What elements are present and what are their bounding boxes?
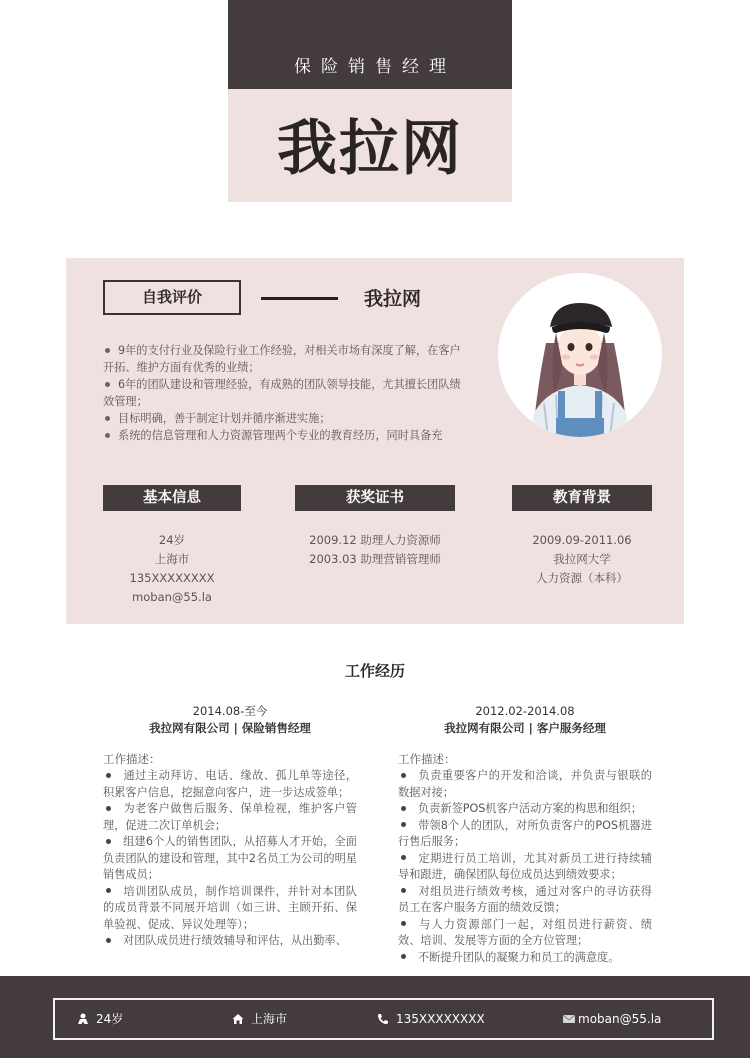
header-title-block	[228, 0, 512, 89]
email: moban@55.la	[132, 590, 212, 604]
bullet-icon	[401, 921, 406, 926]
list-item: 对组员进行绩效考核，通过对客户的寻访获得员工在客户服务方面的绩效反馈；	[398, 884, 652, 914]
bullet-icon	[401, 954, 406, 959]
job-period: 2012.02-2014.08	[475, 704, 575, 718]
self-evaluation-list	[103, 342, 463, 444]
bullet-icon	[106, 938, 111, 943]
job-title: 保险销售经理	[294, 57, 456, 77]
footer-phone: 135XXXXXXXX	[377, 1000, 485, 1038]
bullet-icon	[105, 382, 110, 387]
list-item: 目标明确，善于制定计划并循序渐进实施；	[103, 410, 463, 427]
education-period: 2009.09-2011.06	[532, 533, 632, 547]
job-desc-list	[103, 768, 357, 950]
list-item: 定期进行员工培训，尤其对新员工进行持续辅导和跟进，确保团队每位成员达到绩效要求；	[398, 851, 652, 881]
divider-line	[261, 297, 338, 300]
bullet-icon	[401, 806, 406, 811]
mail-icon	[563, 1013, 575, 1025]
list-item: 负责新签POS机客户活动方案的构思和组织；	[398, 801, 652, 818]
profile-name: 我拉网	[364, 288, 422, 310]
education-school: 我拉网大学	[553, 552, 611, 566]
education-body	[512, 531, 652, 588]
profile-panel	[66, 258, 684, 624]
list-item: 与人力资源部门一起，对组员进行薪资、绩效、培训、发展等方面的全方位管理；	[398, 917, 652, 947]
phone: 135XXXXXXXX	[129, 571, 215, 585]
home-icon	[232, 1013, 244, 1025]
person-icon	[77, 1013, 89, 1025]
work-experience-title: 工作经历	[344, 662, 405, 680]
footer-age: 24岁	[77, 1000, 123, 1038]
basic-info-body	[103, 531, 241, 607]
awards-header: 获奖证书	[295, 485, 455, 511]
bullet-icon	[401, 822, 406, 827]
bullet-icon	[106, 806, 111, 811]
bullet-icon	[401, 855, 406, 860]
list-item: 系统的信息管理和人力资源管理两个专业的教育经历，同时具备充	[103, 427, 463, 444]
list-item: 不断提升团队的凝聚力和员工的满意度。	[398, 950, 652, 967]
bullet-icon	[401, 773, 406, 778]
job-desc-list	[398, 768, 652, 966]
award-item: 2009.12 助理人力资源师	[309, 533, 441, 547]
footer-city: 上海市	[232, 1000, 287, 1038]
job-entry	[103, 703, 357, 950]
education-header: 教育背景	[512, 485, 652, 511]
list-item: 带领8个人的团队，对所负责客户的POS机器进行售后服务；	[398, 818, 652, 848]
list-item: 负责重要客户的开发和洽谈，并负责与银联的数据对接；	[398, 769, 652, 799]
job-company: 我拉网有限公司 | 客户服务经理	[444, 721, 606, 735]
age: 24岁	[158, 533, 186, 547]
list-item: 组建6个人的销售团队，从招募人才开始，全面负责团队的建设和管理，其中2名员工为公司的明星销售成员；	[103, 835, 357, 881]
list-item: 对团队成员进行绩效辅导和评估，从出勤率、	[103, 933, 357, 950]
list-item: 为老客户做售后服务、保单检视，维护客户管理，促进二次订单机会；	[103, 802, 357, 832]
bullet-icon	[106, 839, 111, 844]
avatar	[498, 273, 662, 437]
self-evaluation-label: 自我评价	[103, 280, 241, 315]
footer	[0, 976, 750, 1058]
bullet-icon	[105, 348, 110, 353]
bullet-icon	[106, 773, 111, 778]
phone-icon	[377, 1013, 389, 1025]
header-name-block	[228, 89, 512, 202]
cartoon-girl-avatar-icon	[498, 273, 662, 437]
candidate-name: 我拉网	[277, 114, 463, 184]
bullet-icon	[105, 433, 110, 438]
job-desc-label: 工作描述：	[398, 752, 456, 766]
bullet-icon	[106, 888, 111, 893]
basic-info-header: 基本信息	[103, 485, 241, 511]
job-desc-label: 工作描述：	[103, 752, 161, 766]
footer-email: moban@55.la	[563, 1000, 661, 1038]
list-item: 培训团队成员，制作培训课件，并针对本团队的成员背景不同展开培训（如三讲、主顾开拓、保单验视、促成、异议处理等）；	[103, 884, 357, 931]
education-major: 人力资源（本科）	[536, 571, 628, 585]
job-entry	[398, 703, 652, 966]
list-item: 9年的支付行业及保险行业工作经验，对相关市场有深度了解，在客户开拓、维护方面有优秀的业绩；	[103, 344, 461, 374]
bullet-icon	[105, 416, 110, 421]
award-item: 2003.03 助理营销管理师	[309, 552, 441, 566]
list-item: 6年的团队建设和管理经验，有成熟的团队领导技能，尤其擅长团队绩效管理；	[103, 378, 461, 408]
city: 上海市	[154, 552, 190, 566]
job-company: 我拉网有限公司 | 保险销售经理	[149, 721, 311, 735]
footer-contact-box	[53, 998, 714, 1040]
bullet-icon	[401, 888, 406, 893]
list-item: 通过主动拜访、电话、缘故、孤儿单等途径，积累客户信息，挖掘意向客户，进一步达成签单；	[103, 769, 357, 799]
job-period: 2014.08-至今	[192, 704, 268, 718]
awards-body	[285, 531, 465, 569]
